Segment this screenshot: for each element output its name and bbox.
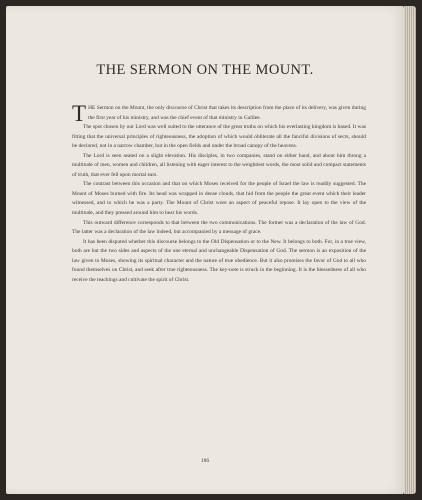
page-edges [404,6,416,494]
drop-cap: T [72,101,87,126]
page-number: 186 [200,458,210,464]
book-page [6,6,404,494]
paragraph-6: It has been disputed whether this discourse belongs to the Old Dispensation or to the New. It belongs to both. For, in a true view, both are but the two sides and aspects of the one eternal and unchangeable Dispensation of God. The sermon is an exposition of the law given to Moses, showing its spiritual character and the nature of true obedience. But it also promises the favor of God to all who found themselves on Christ, and seek after true righteousness. The key-note is struck in the beginning. It is the blessedness of all who receive the teachings and cultivate the spirit of Christ. [72,238,366,283]
paragraph-1 [72,101,366,126]
page-title: THE SERMON ON THE MOUNT. [96,62,314,78]
body-text [72,101,366,285]
paragraph-2: The spot chosen by our Lord was well suited to the utterance of the great truths on which his everlasting kingdom is based. It was fitting that the universal principles of righteousness, the adoption of which would obliterate all the fanciful divisions of sects, should be declared, not in a narrow chamber, but in the open fields and under the broad canopy of the heavens. [72,124,366,150]
paragraph-4: The contrast between this occasion and that on which Moses received for the people of Israel the law is readily suggested. The Mount of Moses burned with fire. Its head was wrapped in dense clouds, that hid from the people the great event which their leader witnessed, and to which he was a party. The Mount of Christ wore an aspect of peaceful repose. It lay open to the view of the multitude, and they pressed around him to hear his words. [72,181,366,217]
paragraph-5: This outward difference corresponds to that between the two communications. The former was a declaration of the law of God. The latter was a declaration of the law indeed, but accompanied by a message of grace. [72,219,366,236]
paragraph-3: The Lord is seen seated on a slight elevation. His disciples, in two companies, stand on either hand, and about him throng a multitude of men, women and children, all listening with eager interest to the weightiest words, the most solid and compact statements of truth, that ever fell upon mortal ears. [72,152,366,178]
paragraph-1-text: HE Sermon on the Mount, the only discourse of Christ that takes its description from the place of its delivery, was given during the first year of his ministry, and was the chief event of that ministry in Galilee. [88,105,366,121]
